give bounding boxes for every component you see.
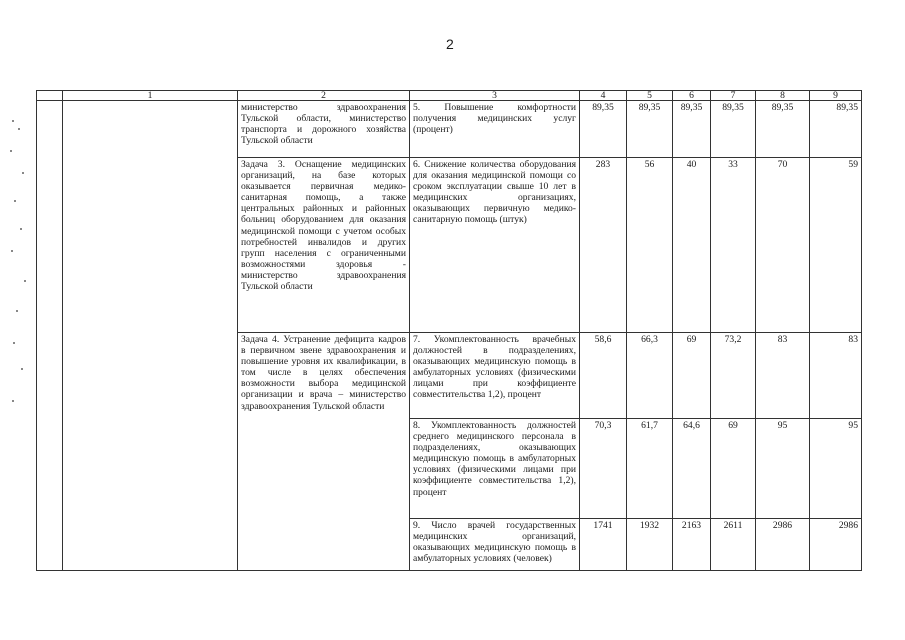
value-cell: 89,35: [627, 101, 673, 158]
header-cell-7: 7: [711, 91, 756, 101]
value-cell: 64,6: [673, 419, 711, 519]
value-cell: 89,35: [810, 101, 862, 158]
value-cell: 89,35: [711, 101, 756, 158]
value-cell: 33: [711, 158, 756, 333]
header-cell-1: 1: [63, 91, 238, 101]
value-cell: 40: [673, 158, 711, 333]
task-cell: Задача 3. Оснащение медицинских организаций, на базе которых оказывается первичная медико-санитарная помощь, а также центральных районных и районных больниц оборудованием для оказания медицинской помощи с учетом особых потребностей инвалидов и других групп населения с ограниченными возможностями здоровья - министерство здравоохранения Тульской области: [238, 158, 410, 333]
indicator-cell: 6. Снижение количества оборудования для оказания медицинской помощи со сроком эксплуатации свыше 10 лет в медицинских организациях, оказывающих первичную медико-санитарную помощь (штук): [410, 158, 580, 333]
value-cell: 58,6: [580, 333, 627, 419]
col1-cell: [63, 101, 238, 571]
header-cell-4: 4: [580, 91, 627, 101]
value-cell: 2986: [756, 519, 810, 571]
value-cell: 69: [673, 333, 711, 419]
header-cell-3: 3: [410, 91, 580, 101]
value-cell: 2611: [711, 519, 756, 571]
blank-cell: [37, 101, 63, 571]
header-cell-9: 9: [810, 91, 862, 101]
task-cell: Задача 4. Устранение дефицита кадров в первичном звене здравоохранения и повышение уровня их квалификации, в том числе в целях обеспечения возможности выбора медицинской организации и врача – министерство здравоохранения Тульской области: [238, 333, 410, 571]
indicator-cell: 9. Число врачей государственных медицинских организаций, оказывающих медицинскую помощь в амбулаторных условиях (человек): [410, 519, 580, 571]
value-cell: 83: [810, 333, 862, 419]
value-cell: 95: [810, 419, 862, 519]
value-cell: 1741: [580, 519, 627, 571]
value-cell: 89,35: [673, 101, 711, 158]
value-cell: 61,7: [627, 419, 673, 519]
header-cell-2: 2: [238, 91, 410, 101]
table-header-row: [37, 91, 862, 101]
task-cell: министерство здравоохранения Тульской области, министерство транспорта и дорожного хозяйства Тульской области: [238, 101, 410, 158]
indicator-cell: 8. Укомплектованность должностей среднего медицинского персонала в подразделениях, оказывающих медицинскую помощь в амбулаторных условиях (физическими лицами при коэффициенте совместительства 1,2), процент: [410, 419, 580, 519]
value-cell: 2163: [673, 519, 711, 571]
value-cell: 89,35: [580, 101, 627, 158]
value-cell: 1932: [627, 519, 673, 571]
value-cell: 89,35: [756, 101, 810, 158]
indicator-cell: 5. Повышение комфортности получения медицинских услуг (процент): [410, 101, 580, 158]
value-cell: 83: [756, 333, 810, 419]
header-cell-6: 6: [673, 91, 711, 101]
value-cell: 59: [810, 158, 862, 333]
value-cell: 70: [756, 158, 810, 333]
value-cell: 73,2: [711, 333, 756, 419]
header-cell-8: 8: [756, 91, 810, 101]
header-blank: [37, 91, 63, 101]
margin-scan-marks: [8, 110, 32, 430]
value-cell: 66,3: [627, 333, 673, 419]
value-cell: 69: [711, 419, 756, 519]
page-number: 2: [446, 36, 454, 52]
value-cell: 283: [580, 158, 627, 333]
header-cell-5: 5: [627, 91, 673, 101]
value-cell: 2986: [810, 519, 862, 571]
indicators-table: [36, 90, 862, 571]
indicator-cell: 7. Укомплектованность врачебных должностей в подразделениях, оказывающих медицинскую помощь в амбулаторных условиях (физическими лицами при коэффициенте совместительства 1,2), процент: [410, 333, 580, 419]
value-cell: 95: [756, 419, 810, 519]
value-cell: 70,3: [580, 419, 627, 519]
value-cell: 56: [627, 158, 673, 333]
table-row: [37, 101, 862, 158]
